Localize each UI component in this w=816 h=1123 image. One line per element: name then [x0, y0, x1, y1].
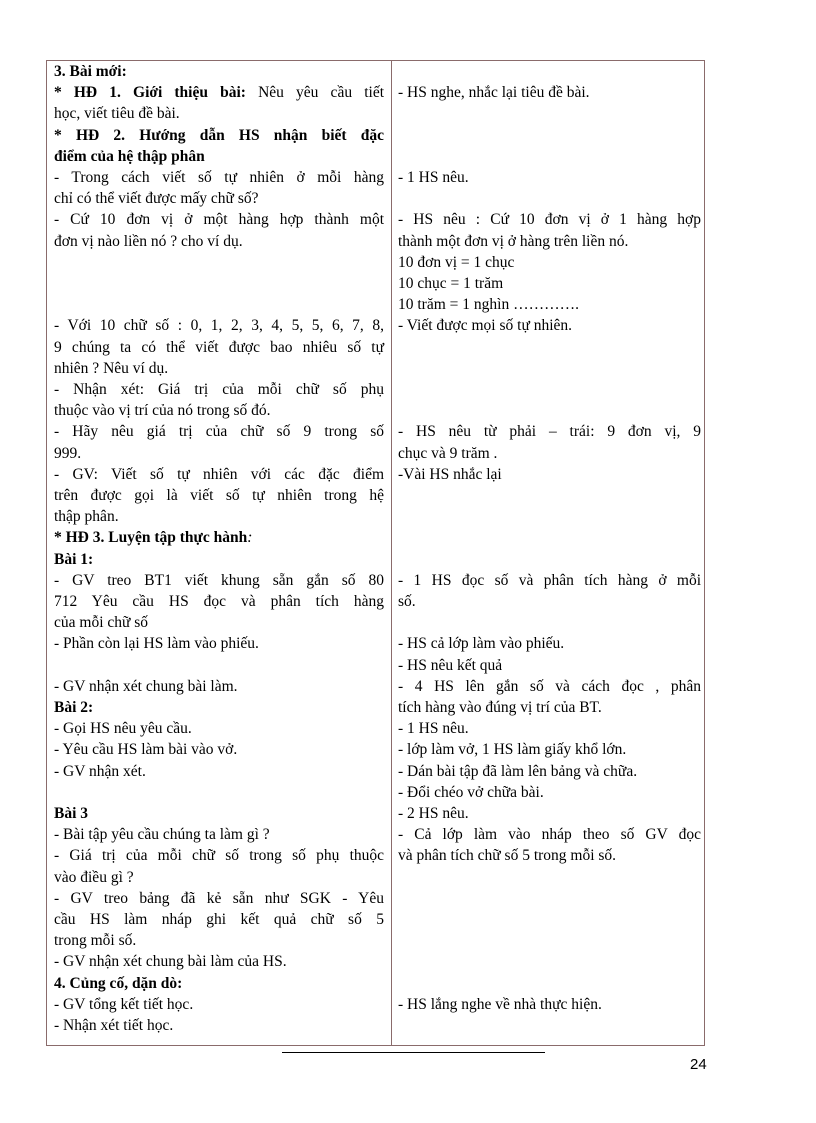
- student-activity-line: [398, 1015, 701, 1036]
- teacher-activity-line: - Cứ 10 đơn vị ở một hàng hợp thành một: [54, 211, 384, 229]
- student-activity-line: [398, 909, 701, 930]
- teacher-activity-line: - GV treo bảng đã kẻ sẵn như SGK - Yêu: [54, 889, 384, 907]
- student-activity-line: [398, 951, 701, 972]
- teacher-activity-line: - Nhận xét tiết học.: [54, 1017, 174, 1034]
- student-activity-line: 10 đơn vị = 1 chục: [398, 253, 515, 271]
- student-activity-line: [398, 358, 701, 379]
- student-activities-column: [392, 61, 704, 1045]
- teacher-activity-line: [54, 294, 384, 315]
- student-activity-line: - HS nêu : Cứ 10 đơn vị ở 1 hàng hợp: [398, 211, 701, 229]
- teacher-activity-line: Bài 3: [54, 805, 89, 822]
- student-activity-line: -Vài HS nhắc lại: [398, 465, 502, 483]
- teacher-activity-line: * HĐ 2. Hướng dẫn HS nhận biết đặc: [54, 126, 384, 144]
- teacher-activity-line: Bài 2:: [54, 699, 94, 716]
- teacher-activity-line: - GV nhận xét.: [54, 762, 146, 780]
- student-activity-line: [398, 930, 701, 951]
- student-activity-line: - Cả lớp làm vào nháp theo số GV đọc: [398, 826, 701, 844]
- student-activity-line: - HS cả lớp làm vào phiếu.: [398, 635, 565, 653]
- student-activity-line: [398, 400, 701, 421]
- teacher-activity-line: học, viết tiêu đề bài.: [54, 105, 180, 123]
- teacher-activity-line: nhiên ? Nêu ví dụ.: [54, 359, 169, 377]
- student-activity-line: thành một đơn vị ở hàng trên liền nó.: [398, 232, 629, 250]
- student-activity-line: 10 trăm = 1 nghìn ………….: [398, 296, 579, 314]
- teacher-activity-line: - GV nhận xét chung bài làm.: [54, 677, 238, 695]
- teacher-activity-line: trong mỗi số.: [54, 932, 137, 950]
- student-activity-line: [398, 379, 701, 400]
- lesson-table: [46, 60, 705, 1046]
- student-activity-line: [398, 337, 701, 358]
- student-activity-line: [398, 125, 701, 146]
- student-activity-line: [398, 549, 701, 570]
- teacher-activity-line: - GV: Viết số tự nhiên với các đặc điểm: [54, 465, 384, 483]
- student-activity-line: [398, 527, 701, 548]
- teacher-activity-line: [54, 782, 384, 803]
- teacher-activity-line: - GV tổng kết tiết học.: [54, 995, 194, 1013]
- student-activity-line: tích hàng vào đúng vị trí của BT.: [398, 699, 602, 716]
- teacher-activity-line: điểm của hệ thập phân: [54, 147, 205, 165]
- student-activity-line: [398, 973, 701, 994]
- teacher-activities-column: [47, 61, 392, 1045]
- teacher-activity-line: [54, 273, 384, 294]
- student-activity-line: - Dán bài tập đã làm lên bảng và chữa.: [398, 762, 638, 780]
- teacher-activity-line: Bài 1:: [54, 550, 94, 568]
- teacher-activity-line: * HĐ 1. Giới thiệu bài: Nêu yêu cầu tiết: [54, 84, 385, 102]
- teacher-activity-line: - GV nhận xét chung bài làm của HS.: [54, 953, 287, 971]
- teacher-activity-line: - Giá trị của mỗi chữ số trong số phụ thuộc: [54, 847, 384, 865]
- teacher-activity-line: 9 chúng ta có thể viết được bao nhiêu số tự: [54, 338, 384, 356]
- student-activity-line: - HS lắng nghe về nhà thực hiện.: [398, 995, 602, 1013]
- student-activity-line: [398, 506, 701, 527]
- student-activity-line: - 1 HS đọc số và phân tích hàng ở mỗi: [398, 571, 701, 589]
- student-activity-line: - 4 HS lên gắn số và cách đọc , phân: [398, 677, 701, 695]
- student-activity-line: - 1 HS nêu.: [398, 169, 469, 186]
- student-activity-line: [398, 188, 701, 209]
- student-activity-line: [398, 867, 701, 888]
- teacher-activity-line: của mỗi chữ số: [54, 614, 149, 632]
- teacher-activity-line: - Với 10 chữ số : 0, 1, 2, 3, 4, 5, 5, 6, 7, 8,: [54, 317, 384, 335]
- teacher-activity-line: 4. Củng cố, dặn dò:: [54, 974, 183, 992]
- teacher-activity-line: - Trong cách viết số tự nhiên ở mỗi hàng: [54, 169, 384, 186]
- student-activity-line: 10 chục = 1 trăm: [398, 275, 504, 292]
- teacher-activity-line: - Nhận xét: Giá trị của mỗi chữ số phụ: [54, 381, 384, 398]
- teacher-activity-line: vào điều gì ?: [54, 868, 134, 886]
- teacher-activity-line: đơn vị nào liền nó ? cho ví dụ.: [54, 232, 243, 250]
- student-activity-line: - lớp làm vở, 1 HS làm giấy khổ lớn.: [398, 741, 627, 759]
- student-activity-line: [398, 612, 701, 633]
- student-activity-line: [398, 888, 701, 909]
- teacher-activity-line: thuộc vào vị trí của nó trong số đó.: [54, 402, 271, 420]
- teacher-activity-line: [54, 252, 384, 273]
- page-number: 24: [690, 1056, 707, 1073]
- student-activity-line: - Đổi chéo vở chữa bài.: [398, 783, 544, 801]
- teacher-activity-line: thập phân.: [54, 508, 119, 526]
- student-activity-line: - 1 HS nêu.: [398, 720, 469, 738]
- student-activity-line: - HS nghe, nhắc lại tiêu đề bài.: [398, 84, 590, 102]
- student-activity-line: - HS nêu kết quả: [398, 656, 503, 674]
- teacher-activity-line: 712 Yêu cầu HS đọc và phân tích hàng: [54, 593, 384, 610]
- teacher-activity-line: cầu HS làm nháp ghi kết quả chữ số 5: [54, 911, 384, 928]
- student-activity-line: [398, 485, 701, 506]
- teacher-activity-line: 3. Bài mới:: [54, 63, 127, 80]
- student-activity-line: chục và 9 trăm .: [398, 444, 498, 462]
- footer-divider: [282, 1052, 545, 1053]
- teacher-activity-line: chỉ có thể viết được mấy chữ số?: [54, 190, 259, 208]
- teacher-activity-line: - Bài tập yêu cầu chúng ta làm gì ?: [54, 826, 270, 844]
- teacher-activity-line: trên được gọi là viết số tự nhiên trong hệ: [54, 487, 384, 504]
- teacher-activity-line: - Phần còn lại HS làm vào phiếu.: [54, 635, 259, 653]
- teacher-activity-line: [54, 655, 384, 676]
- teacher-activity-line: - Yêu cầu HS làm bài vào vở.: [54, 741, 238, 759]
- student-activity-line: - HS nêu từ phải – trái: 9 đơn vị, 9: [398, 423, 701, 441]
- student-activity-line: - Viết được mọi số tự nhiên.: [398, 317, 573, 335]
- teacher-activity-line: * HĐ 3. Luyện tập thực hành:: [54, 529, 253, 547]
- student-activity-line: và phân tích chữ số 5 trong mỗi số.: [398, 847, 617, 865]
- teacher-activity-line: - Hãy nêu giá trị của chữ số 9 trong số: [54, 423, 384, 441]
- student-activity-line: - 2 HS nêu.: [398, 805, 469, 822]
- teacher-activity-line: - Gọi HS nêu yêu cầu.: [54, 720, 192, 738]
- student-activity-line: [398, 146, 701, 167]
- student-activity-line: [398, 103, 701, 124]
- teacher-activity-line: - GV treo BT1 viết khung sẵn gắn số 80: [54, 571, 384, 589]
- teacher-activity-line: 999.: [54, 444, 82, 462]
- student-activity-line: [398, 61, 701, 82]
- student-activity-line: số.: [398, 593, 416, 610]
